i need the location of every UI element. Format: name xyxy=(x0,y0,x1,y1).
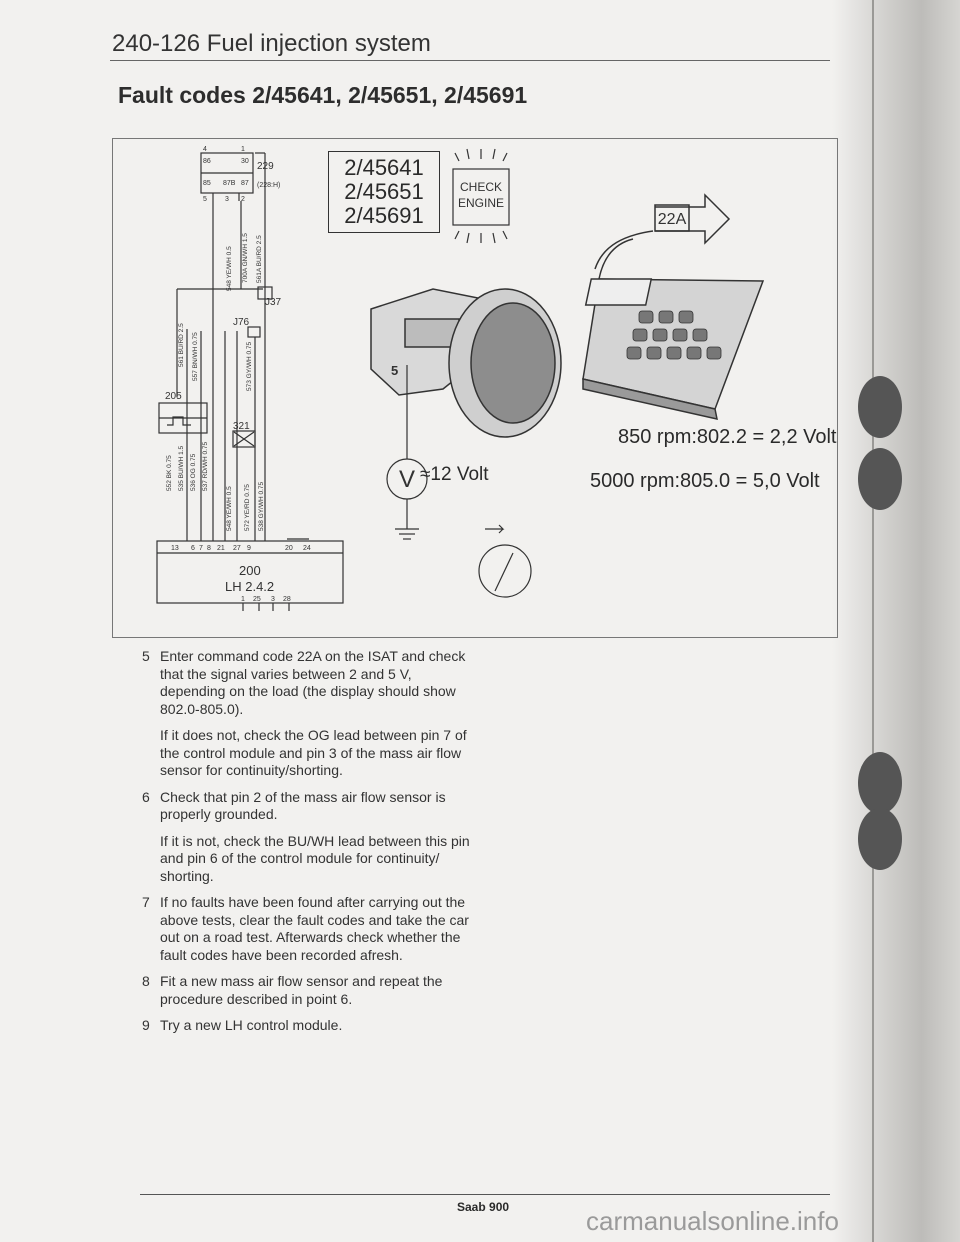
rpm-reading-5000: 5000 rpm:805.0 = 5,0 Volt xyxy=(590,470,820,492)
footer-text: Saab 900 xyxy=(457,1200,510,1214)
wire-label: 561 BU/RD 2.5 xyxy=(178,323,185,367)
relay-note: (228:H) xyxy=(257,182,281,189)
section-heading: Fault codes 2/45641, 2/45651, 2/45691 xyxy=(118,82,528,108)
isat-command-code: 22A xyxy=(657,211,687,228)
step-item xyxy=(142,789,472,824)
wire-label: 548 YE/WH 0.5 xyxy=(226,246,233,291)
footer-rule xyxy=(140,1194,830,1195)
binding-hole xyxy=(858,808,902,870)
component-321: 321 xyxy=(233,421,250,432)
control-pin-label: 7 xyxy=(199,545,203,552)
wire-label: 536 OG 0.75 xyxy=(190,453,197,491)
binding-hole xyxy=(858,752,902,814)
control-pin-label: 24 xyxy=(303,545,311,552)
step-text: Fit a new mass air flow sensor and repeat the procedure described in point 6. xyxy=(160,973,443,1007)
step-number: 5 xyxy=(142,648,150,664)
control-pin-label: 8 xyxy=(207,545,211,552)
fault-code-box xyxy=(328,151,440,233)
bottom-pin-label: 25 xyxy=(253,596,261,603)
check-engine-line1: CHECK xyxy=(459,180,503,194)
relay-pin-label: 87B xyxy=(223,180,236,187)
watermark: carmanualsonline.info xyxy=(586,1206,839,1236)
control-unit-number: 200 xyxy=(239,563,261,578)
relay-pin-label: 2 xyxy=(241,196,245,203)
fault-code: 2/45641 xyxy=(344,155,424,180)
control-pin-label: 6 xyxy=(191,545,195,552)
wiring-diagram-svg xyxy=(113,139,837,637)
wire-label: 572 YE/RD 0.75 xyxy=(244,484,251,531)
binding-hole xyxy=(858,448,902,510)
wire-label: 557 BN/WH 0.75 xyxy=(192,332,199,381)
step-text: Try a new LH control module. xyxy=(160,1017,343,1033)
step-number: 6 xyxy=(142,788,150,805)
step-number: 8 xyxy=(142,973,150,989)
step-text: If no faults have been found after carrying out the above tests, clear the fault codes and take the car out on a road test. Afterwards check whether the fault codes have been recorded afresh. xyxy=(160,894,469,963)
step-item xyxy=(142,648,472,718)
bottom-pin-label: 1 xyxy=(241,596,245,603)
step-subtext: If it is not, check the BU/WH lead between this pin and pin 6 of the control module for continuity/ shorting. xyxy=(160,832,470,884)
relay-pin-label: 3 xyxy=(225,196,229,203)
wire-label: 548 YE/WH 0.5 xyxy=(226,486,233,531)
binding-line xyxy=(872,0,874,1242)
step-subtext: If it does not, check the OG lead between pin 7 of the control module and pin 3 of the mass air flow sensor for continuity/shorting. xyxy=(160,727,467,778)
pin-label: 5 xyxy=(391,363,399,378)
relay-pin-label: 30 xyxy=(241,158,249,165)
check-engine-line2: ENGINE xyxy=(457,196,505,210)
relay-pin-label: 85 xyxy=(203,180,211,187)
relay-pin-label: 5 xyxy=(203,196,207,203)
page-binding-edge xyxy=(832,0,960,1242)
relay-pin-label: 86 xyxy=(203,158,211,165)
header-rule xyxy=(110,60,830,61)
control-pin-label: 20 xyxy=(285,545,293,552)
binding-hole xyxy=(858,376,902,438)
rpm-reading-850: 850 rpm:802.2 = 2,2 Volt xyxy=(618,426,837,448)
step-text: Check that pin 2 of the mass air flow sensor is properly grounded. xyxy=(160,788,446,822)
control-pin-label: 27 xyxy=(233,545,241,552)
control-pin-label: 9 xyxy=(247,545,251,552)
wire-label: 535 BU/WH 1.5 xyxy=(178,445,185,491)
step-number: 7 xyxy=(142,894,150,910)
bottom-pin-label: 28 xyxy=(283,596,291,603)
voltmeter-symbol: V xyxy=(398,466,416,493)
step-number: 9 xyxy=(142,1017,150,1033)
page-header-title: 240-126 Fuel injection system xyxy=(112,30,431,57)
step-item xyxy=(142,894,472,964)
bottom-pin-label: 3 xyxy=(271,596,275,603)
step-text: Enter command code 22A on the ISAT and check that the signal varies between 2 and 5 V, depending on the load (the display should show 802.0-805.0). xyxy=(160,648,466,717)
connector-j76: J76 xyxy=(233,317,250,328)
wire-label: 700A GN/WH 1.5 xyxy=(242,233,249,283)
step-item xyxy=(142,973,472,1008)
voltage-label: ≈12 Volt xyxy=(420,464,489,485)
procedure-steps xyxy=(142,648,472,1044)
wire-label: 552 BK 0.75 xyxy=(166,455,173,491)
step-item xyxy=(142,1017,472,1035)
wire-label: 537 RD/WH 0.75 xyxy=(202,441,209,491)
relay-pin-label: 4 xyxy=(203,146,207,153)
component-205: 205 xyxy=(165,391,182,402)
relay-pin-label: 1 xyxy=(241,146,245,153)
control-pin-label: 21 xyxy=(217,545,225,552)
wire-label: 538 GY/WH 0.75 xyxy=(258,481,265,531)
wire-label: 573 GY/WH 0.75 xyxy=(246,341,253,391)
connector-j37: J37 xyxy=(265,297,282,308)
diagram-figure xyxy=(112,138,838,638)
control-pin-label: 13 xyxy=(171,545,179,552)
fault-code: 2/45651 xyxy=(344,179,424,204)
control-unit-name: LH 2.4.2 xyxy=(225,579,275,594)
relay-id: 229 xyxy=(257,161,274,172)
fault-code: 2/45691 xyxy=(344,203,424,228)
wire-label: 561A BU/RD 2.5 xyxy=(256,235,263,283)
relay-pin-label: 87 xyxy=(241,180,249,187)
